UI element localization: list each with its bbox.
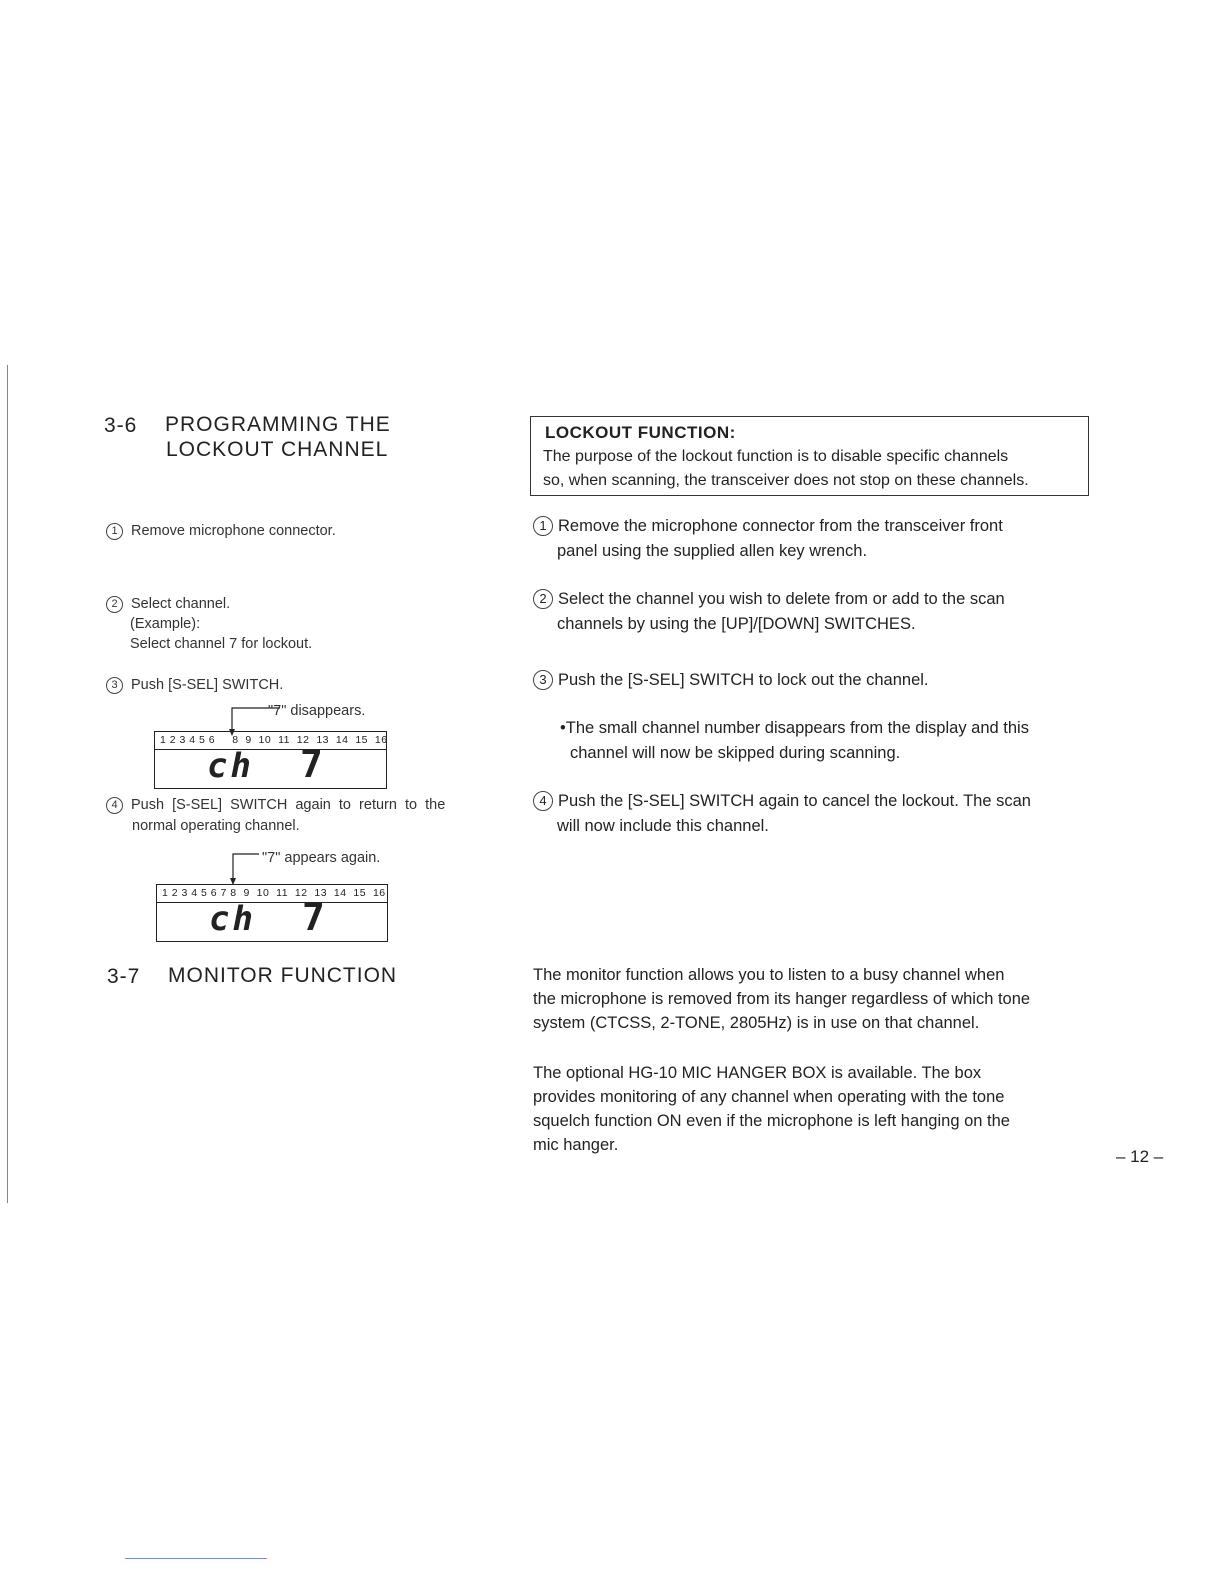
section-title: MONITOR FUNCTION	[168, 964, 398, 987]
right-step-3	[533, 668, 929, 692]
channel-number-row: 1 2 3 4 5 6 8 9 10 11 12 13 14 15 16	[160, 734, 388, 746]
right-step-1-line1: Remove the microphone connector from the transceiver front	[558, 517, 1003, 535]
right-step-1-line2: panel using the supplied allen key wrench.	[557, 542, 868, 560]
lcd-channel-digit: 7	[302, 895, 325, 939]
right-step-2	[533, 587, 1005, 611]
section-title-line1: PROGRAMMING THE	[165, 413, 391, 436]
monitor-p2-line3: squelch function ON even if the microphone is left hanging on the	[533, 1112, 1010, 1130]
left-step-2-example: (Example):	[130, 616, 201, 632]
step-number-icon: 4	[533, 791, 553, 811]
lcd-display-1	[154, 731, 387, 789]
monitor-p2-line1: The optional HG-10 MIC HANGER BOX is available. The box	[533, 1064, 982, 1082]
lcd-channel-digit: 7	[300, 742, 323, 786]
left-step-2-text: Select channel.	[131, 596, 231, 612]
lockout-box-title: LOCKOUT FUNCTION:	[545, 423, 736, 442]
left-step-2	[106, 594, 230, 614]
right-step-3-text: Push the [S-SEL] SWITCH to lock out the channel.	[558, 671, 929, 689]
monitor-p2-line2: provides monitoring of any channel when operating with the tone	[533, 1088, 1005, 1106]
step-number-icon: 2	[106, 596, 123, 613]
left-step-4-line2: normal operating channel.	[132, 818, 300, 834]
left-step-1-text: Remove microphone connector.	[131, 523, 336, 539]
footer-underline	[125, 1558, 267, 1559]
left-step-2-detail: Select channel 7 for lockout.	[130, 636, 313, 652]
step-number-icon: 2	[533, 589, 553, 609]
right-step-4	[533, 789, 1031, 813]
page-number: – 12 –	[1116, 1147, 1164, 1166]
right-bullet	[560, 716, 1029, 740]
binding-margin-line	[7, 365, 8, 1203]
bullet-icon: •	[560, 719, 566, 737]
section-number: 3-7	[107, 965, 141, 988]
monitor-p1-line1: The monitor function allows you to listen to a busy channel when	[533, 966, 1005, 984]
section-title-line2: LOCKOUT CHANNEL	[166, 438, 389, 461]
left-step-3-text: Push [S-SEL] SWITCH.	[131, 677, 284, 693]
lockout-box-text	[543, 445, 1083, 493]
lcd-display-2	[156, 884, 388, 942]
right-step-2-line1: Select the channel you wish to delete from or add to the scan	[558, 590, 1005, 608]
step-number-icon: 4	[106, 797, 123, 814]
left-step-4-text: Push [S-SEL] SWITCH again to return to the	[131, 797, 446, 813]
step-number-icon: 3	[106, 677, 123, 694]
lockout-box-line1: The purpose of the lockout function is to disable specific channels	[543, 448, 1009, 465]
right-step-4-line1: Push the [S-SEL] SWITCH again to cancel the lockout. The scan	[558, 792, 1031, 810]
lockout-function-box	[530, 416, 1089, 496]
right-bullet-line1: The small channel number disappears from the display and this	[565, 719, 1029, 737]
step-number-icon: 3	[533, 670, 553, 690]
monitor-paragraph-1	[533, 963, 1093, 1035]
left-step-3	[106, 675, 283, 695]
lcd-divider	[157, 902, 387, 903]
monitor-p1-line3: system (CTCSS, 2-TONE, 2805Hz) is in use on that channel.	[533, 1014, 980, 1032]
display1-callout: "7" disappears.	[268, 703, 366, 719]
left-step-4	[106, 795, 506, 815]
display2-callout: "7" appears again.	[262, 850, 381, 866]
section-number: 3-6	[104, 414, 138, 437]
lcd-divider	[155, 749, 386, 750]
step-number-icon: 1	[533, 516, 553, 536]
monitor-p2-line4: mic hanger.	[533, 1136, 619, 1154]
right-step-4-line2: will now include this channel.	[557, 817, 769, 835]
lockout-box-line2: so, when scanning, the transceiver does not stop on these channels.	[543, 472, 1029, 489]
right-step-2-line2: channels by using the [UP]/[DOWN] SWITCHES.	[557, 615, 916, 633]
left-step-1	[106, 521, 336, 541]
right-bullet-line2: channel will now be skipped during scanning.	[570, 744, 901, 762]
lcd-ch-text: ch	[207, 746, 254, 786]
channel-number-row: 1 2 3 4 5 6 7 8 9 10 11 12 13 14 15 16	[162, 887, 386, 899]
monitor-p1-line2: the microphone is removed from its hanger regardless of which tone	[533, 990, 1031, 1008]
lcd-ch-text: ch	[209, 899, 256, 939]
step-number-icon: 1	[106, 523, 123, 540]
monitor-paragraph-2	[533, 1061, 1093, 1157]
right-step-1	[533, 514, 1003, 538]
